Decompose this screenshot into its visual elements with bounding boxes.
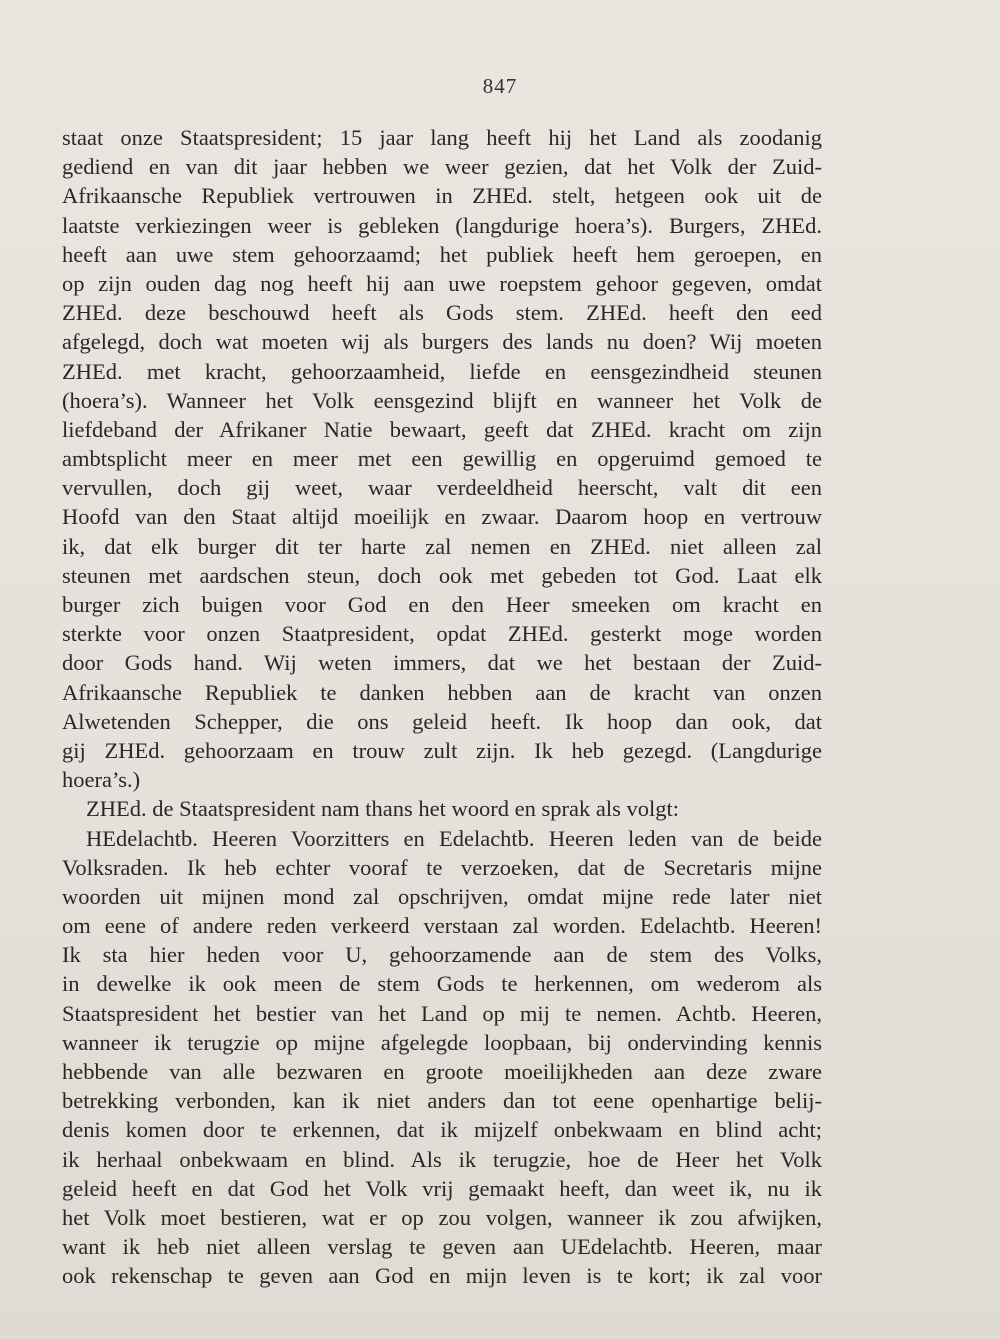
text-line: in dewelke ik ook meen de stem Gods te herkennen, om wederom als (62, 971, 822, 997)
page-number: 847 (482, 74, 518, 98)
text-line: Staatspresident het bestier van het Land op mij te nemen. Achtb. Heeren, (62, 1000, 822, 1026)
text-line: gij ZHEd. gehoorzaam en trouw zult zijn. Ik heb gezegd. (Langdurige (62, 737, 822, 763)
text-line: om eene of andere reden verkeerd verstaan zal worden. Edelachtb. Heeren! (62, 913, 822, 939)
text-line: geleid heeft en dat God het Volk vrij gemaakt heeft, dan weet ik, nu ik (62, 1175, 822, 1201)
text-line: Afrikaansche Republiek vertrouwen in ZHEd. stelt, hetgeen ook uit de (62, 183, 822, 209)
text-line: op zijn ouden dag nog heeft hij aan uwe roepstem gehoor gegeven, omdat (62, 270, 822, 296)
text-line: ik herhaal onbekwaam en blind. Als ik terugzie, hoe de Heer het Volk (62, 1146, 822, 1172)
text-line: laatste verkiezingen weer is gebleken (langdurige hoera’s). Burgers, ZHEd. (62, 212, 822, 238)
text-line: Hoofd van den Staat altijd moeilijk en zwaar. Daarom hoop en vertrouw (62, 504, 822, 530)
text-line: gediend en van dit jaar hebben we weer gezien, dat het Volk der Zuid- (62, 154, 822, 180)
text-line: ik, dat elk burger dit ter harte zal nemen en ZHEd. niet alleen zal (62, 533, 822, 559)
text-line: ZHEd. met kracht, gehoorzaamheid, liefde en eensgezindheid steunen (62, 358, 822, 384)
text-line: liefdeband der Afrikaner Natie bewaart, geeft dat ZHEd. kracht om zijn (62, 416, 822, 442)
text-line: Ik sta hier heden voor U, gehoorzamende aan de stem des Volks, (62, 942, 822, 968)
text-line: hebbende van alle bezwaren en groote moeilijkheden aan deze zware (62, 1059, 822, 1084)
text-line: Afrikaansche Republiek te danken hebben aan de kracht van onzen (62, 679, 822, 705)
text-line: (hoera’s). Wanneer het Volk eensgezind blijft en wanneer het Volk de (62, 387, 822, 413)
text-line: ambtsplicht meer en meer met een gewillig en opgeruimd gemoed te (62, 446, 822, 472)
body-text (62, 123, 822, 1291)
text-line: vervullen, doch gij weet, waar verdeeldheid heerscht, valt dit een (62, 475, 822, 501)
text-line: door Gods hand. Wij weten immers, dat we het bestaan der Zuid- (62, 650, 822, 676)
text-line: steunen met aardschen steun, doch ook met gebeden tot God. Laat elk (62, 562, 822, 588)
text-line: wanneer ik terugzie op mijne afgelegde loopbaan, bij ondervinding kennis (62, 1029, 822, 1055)
text-line: ZHEd. deze beschouwd heeft als Gods stem. ZHEd. heeft den eed (62, 300, 822, 326)
text-line: sterkte voor onzen Staatpresident, opdat ZHEd. gesterkt moge worden (62, 621, 822, 647)
text-line: HEdelachtb. Heeren Voorzitters en Edelachtb. Heeren leden van de beide (86, 825, 822, 851)
text-line: burger zich buigen voor God en den Heer smeeken om kracht en (62, 592, 822, 617)
text-line: woorden uit mijnen mond zal opschrijven, omdat mijne rede later niet (62, 883, 822, 909)
text-line: afgelegd, doch wat moeten wij als burgers des lands nu doen? Wij moeten (62, 329, 822, 355)
text-line: denis komen door te erkennen, dat ik mijzelf onbekwaam en blind acht; (62, 1117, 822, 1143)
text-line: hoera’s.) (62, 767, 141, 793)
text-line: want ik heb niet alleen verslag te geven aan UEdelachtb. Heeren, maar (62, 1234, 822, 1260)
text-line: Alwetenden Schepper, die ons geleid heeft. Ik hoop dan ook, dat (62, 708, 822, 734)
text-line: staat onze Staatspresident; 15 jaar lang heeft hij het Land als zoodanig (62, 125, 822, 150)
text-line: ook rekenschap te geven aan God en mijn leven is te kort; ik zal voor (62, 1263, 822, 1289)
text-line: betrekking verbonden, kan ik niet anders dan tot eene openhartige belij- (62, 1088, 822, 1114)
text-line: Volksraden. Ik heb echter vooraf te verzoeken, dat de Secretaris mijne (62, 854, 822, 880)
text-line: ZHEd. de Staatspresident nam thans het woord en sprak als volgt: (86, 796, 679, 822)
text-line: het Volk moet bestieren, wat er op zou volgen, wanneer ik zou afwijken, (62, 1204, 822, 1230)
text-line: heeft aan uwe stem gehoorzaamd; het publiek heeft hem geroepen, en (62, 241, 822, 267)
